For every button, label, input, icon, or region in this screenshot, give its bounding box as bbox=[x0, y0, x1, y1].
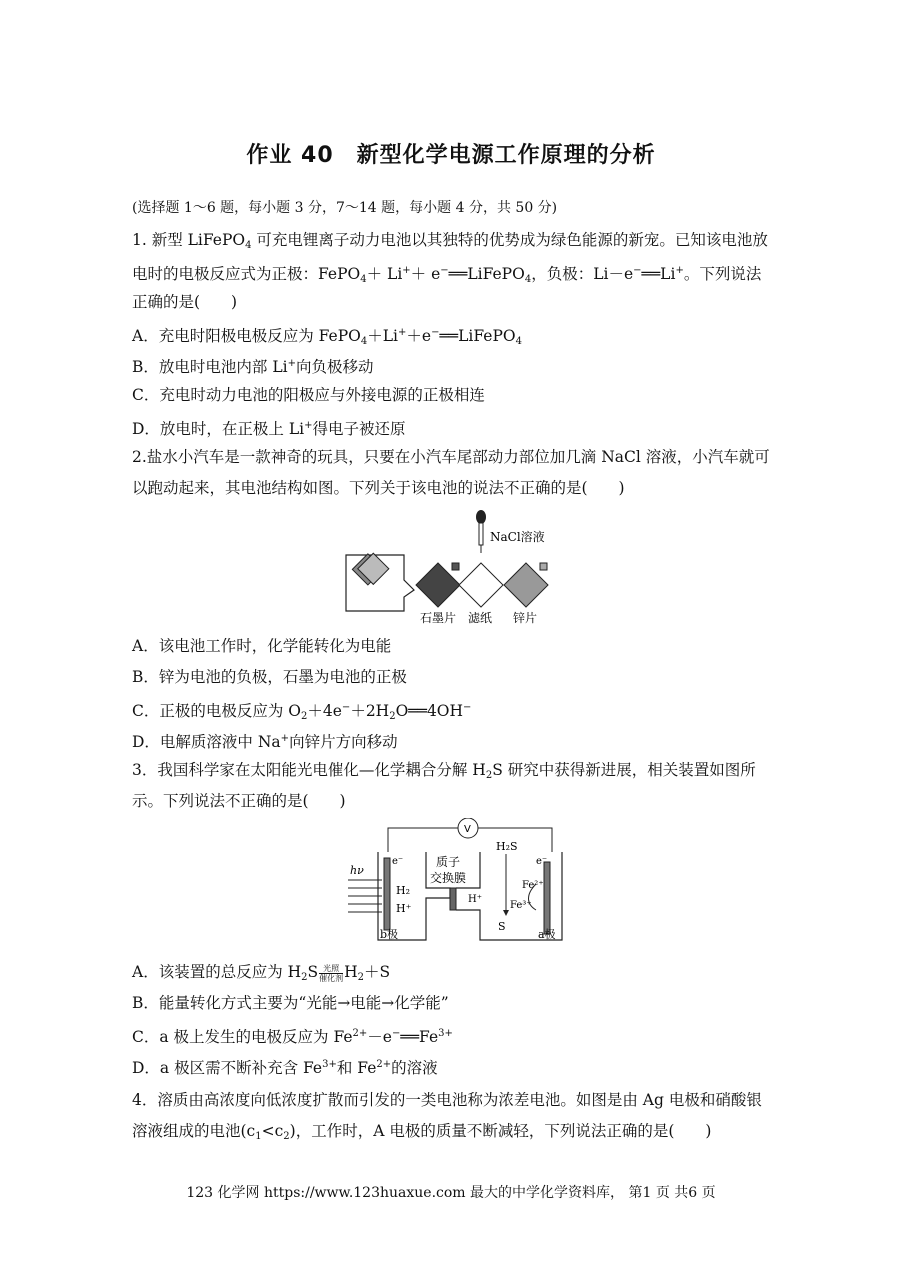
q4-stem-line2: 溶液组成的电池$(c_1<c_2)$，工作时，A 电极的质量不断减轻，下列说法正确的是( ) bbox=[132, 1122, 712, 1142]
zinc-sheet bbox=[504, 563, 548, 607]
label-nacl: NaCl溶液 bbox=[490, 530, 545, 544]
q1-option-d: D．放电时，在正极上 Li+得电子被还原 bbox=[132, 420, 406, 438]
reaction-condition: $\frac{\text{光照}}{\text{催化剂}}$ bbox=[319, 963, 344, 983]
label-membrane-1: 质子 bbox=[436, 855, 461, 869]
q1-option-c: C．充电时动力电池的阳极应与外接电源的正极相连 bbox=[132, 386, 485, 404]
dropper-icon bbox=[476, 510, 486, 553]
q2-battery-figure bbox=[340, 505, 580, 630]
q4-stem-line1: 4．溶质由高浓度向低浓度扩散而引发的一类电池称为浓差电池。如图是由 Ag 电极和硝酸银 bbox=[132, 1091, 762, 1109]
label-hv: hν bbox=[350, 864, 364, 877]
q2-stem-line2: 以跑动起来，其电池结构如图。下列关于该电池的说法不正确的是( ) bbox=[132, 479, 625, 497]
label-voltmeter: V bbox=[464, 824, 471, 835]
proton-exchange-membrane bbox=[450, 888, 456, 910]
q3-option-d: D．a 极区需不断补充含 $Fe^{3+}$和 $Fe^{2+}$的溶液 bbox=[132, 1059, 438, 1077]
graphite-sheet bbox=[416, 563, 460, 607]
q1-stem-line3: 正确的是( ) bbox=[132, 293, 238, 311]
electrode-a bbox=[544, 862, 550, 934]
label-filter-paper: 滤纸 bbox=[468, 611, 493, 625]
label-fe3: Fe³⁺ bbox=[510, 900, 532, 911]
q3-device-figure bbox=[340, 818, 570, 946]
page-title: 作业 40 新型化学电源工作原理的分析 bbox=[246, 143, 656, 168]
page-footer: 123 化学网 https://www.123huaxue.com 最大的中学化学资料库， 第1 页 共6 页 bbox=[186, 1185, 716, 1201]
label-hplus-right: H⁺ bbox=[468, 894, 482, 905]
label-zinc: 锌片 bbox=[513, 611, 538, 625]
label-graphite: 石墨片 bbox=[420, 611, 457, 625]
filter-paper bbox=[459, 563, 503, 607]
q3-option-c: C．a 极上发生的电极反应为 $Fe^{2+}-e^-══Fe^{3+}$ bbox=[132, 1028, 453, 1046]
label-e-right: e⁻ bbox=[536, 856, 548, 867]
label-sulfur: S bbox=[498, 920, 506, 933]
instructions: (选择题 1～6 题，每小题 3 分，7～14 题，每小题 4 分，共 50 分) bbox=[132, 200, 558, 216]
q1-option-a: A．充电时阳极电极反应为 FePO$_4$＋Li+＋e−══LiFePO$_4$ bbox=[132, 327, 522, 347]
q2-option-b: B．锌为电池的负极，石墨为电池的正极 bbox=[132, 668, 407, 686]
label-h2s: H₂S bbox=[496, 840, 518, 853]
q2-option-c: C．正极的电极反应为 $O_2+4e^-+2H_2O══4OH^-$ bbox=[132, 702, 472, 722]
electrode-b bbox=[384, 858, 390, 930]
q2-option-d: D．电解质溶液中 Na+向锌片方向移动 bbox=[132, 733, 398, 751]
q3-stem-line1: 3．我国科学家在太阳能光电催化—化学耦合分解 $H_2S$ 研究中获得新进展，相关装置如图所 bbox=[132, 761, 756, 781]
magnified-callout bbox=[346, 553, 414, 611]
label-b-electrode: b极 bbox=[380, 928, 399, 941]
q2-option-a: A．该电池工作时，化学能转化为电能 bbox=[132, 637, 392, 655]
light-arrows bbox=[348, 880, 382, 912]
label-a-electrode: a极 bbox=[538, 928, 556, 941]
label-hplus-left: H⁺ bbox=[396, 902, 412, 915]
q1-option-b: B．放电时电池内部 Li+向负极移动 bbox=[132, 358, 374, 376]
q3-option-a: A．该装置的总反应为 $H_2S$ $\frac{\text{光照}}{\text{催化剂}}$ $H_2+S$ bbox=[132, 963, 391, 983]
label-e-left: e⁻ bbox=[392, 856, 404, 867]
q1-stem-line2: 电时的电极反应式为正极：FePO$_4$＋ Li+＋ e−══LiFePO$_4$，负极：Li－e−══Li+。下列说法 bbox=[132, 265, 762, 285]
q3-stem-line2: 示。下列说法不正确的是( ) bbox=[132, 792, 346, 810]
q1-stem-line1: 1. 新型 LiFePO$_4$ 可充电锂离子动力电池以其独特的优势成为绿色能源的新宠。已知该电池放 bbox=[132, 231, 768, 251]
q3-option-b: B．能量转化方式主要为“光能→电能→化学能” bbox=[132, 994, 449, 1012]
q2-stem-line1: 2.盐水小汽车是一款神奇的玩具，只要在小汽车尾部动力部位加几滴 NaCl 溶液，小汽车就可 bbox=[132, 448, 770, 466]
label-fe2: Fe²⁺ bbox=[522, 880, 544, 891]
label-h2: H₂ bbox=[396, 884, 411, 897]
label-membrane-2: 交换膜 bbox=[430, 871, 467, 885]
